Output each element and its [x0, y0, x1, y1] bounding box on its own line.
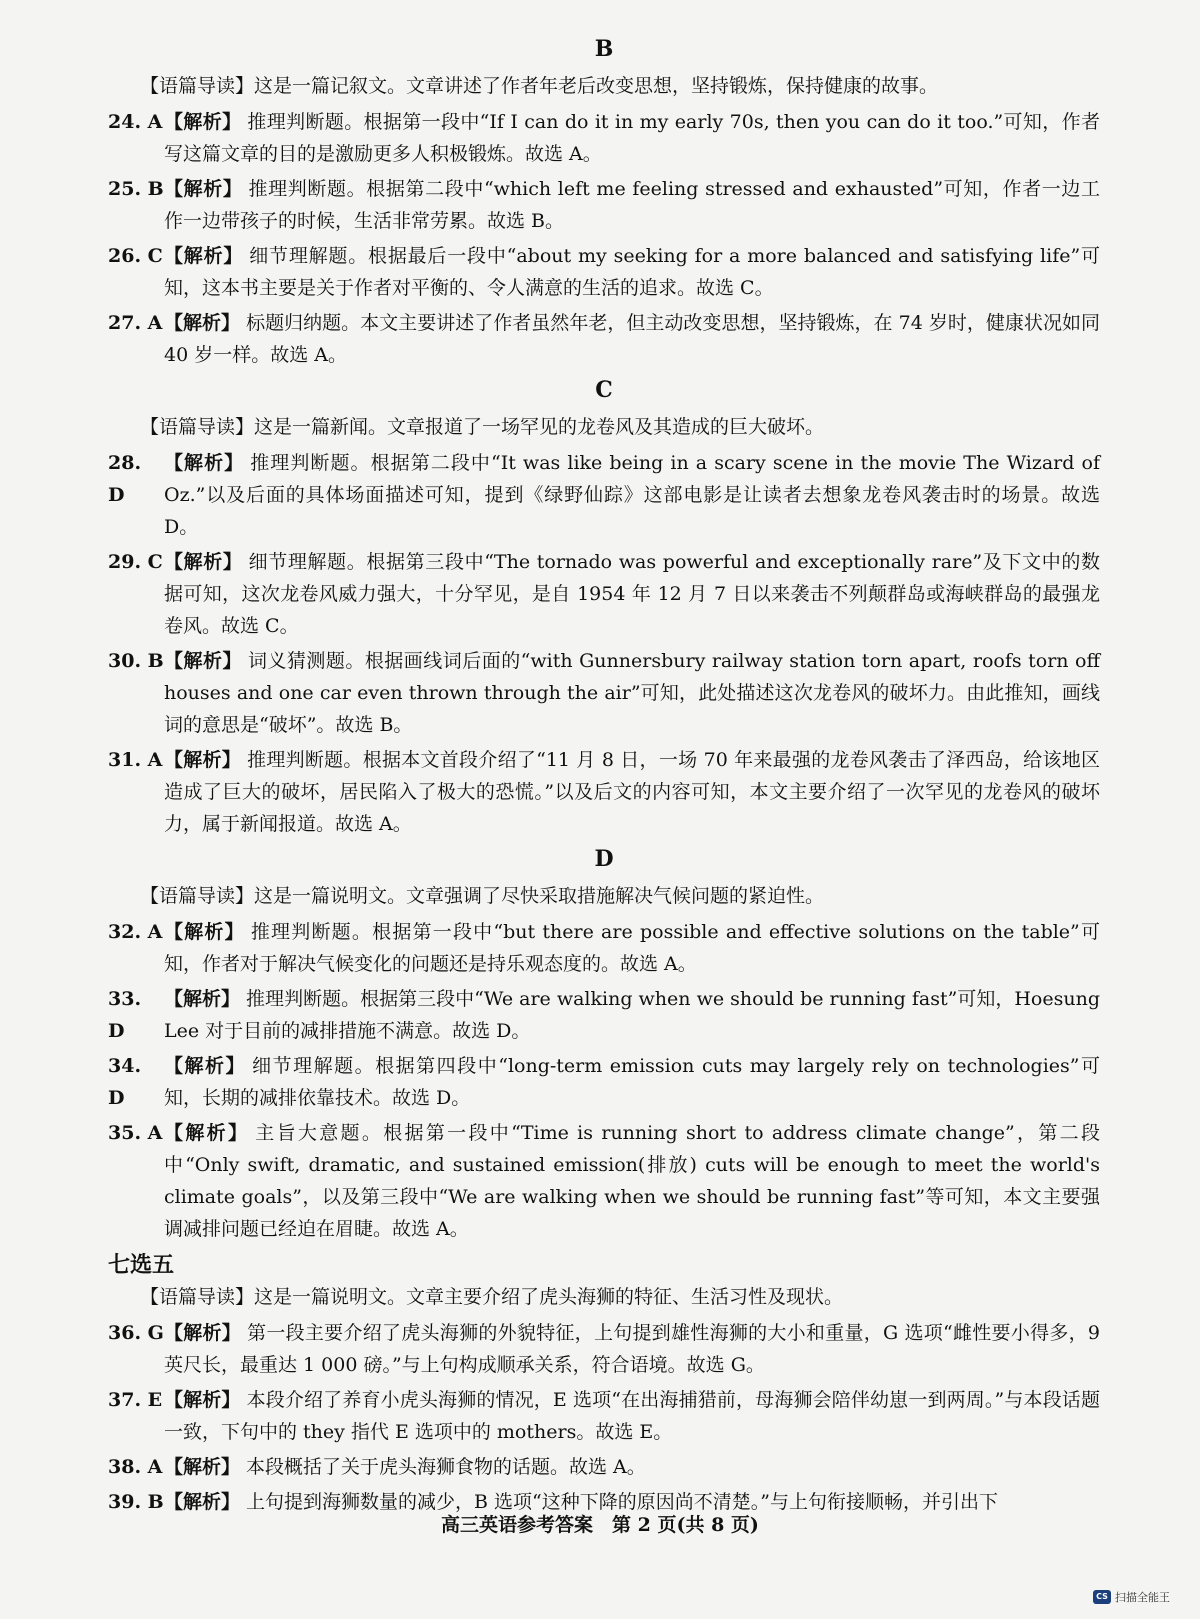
section-b	[108, 34, 1100, 371]
question-number: 26. C	[108, 245, 163, 267]
analysis-text: 推理判断题。根据第三段中“We are walking when we should be running fast”可知，Hoesung Lee 对于目前的减排措施不满意。故选 D。	[164, 988, 1100, 1042]
question-number: 33. D	[108, 988, 142, 1042]
analysis-text: 推理判断题。根据第一段中“but there are possible and effective solutions on the table”可知，作者对于解决气候变化的问题还是持乐观态度的。故选 A。	[164, 921, 1100, 975]
answer-item	[108, 983, 1100, 1047]
scanner-label: 扫描全能王	[1115, 1591, 1170, 1604]
analysis-text: 本段介绍了养育小虎头海狮的情况，E 选项“在出海捕猎前，母海狮会陪伴幼崽一到两周。”与本段话题一致，下句中的 they 指代 E 选项中的 mothers。故选 E。	[164, 1389, 1100, 1443]
analysis-tag: 【解析】	[164, 551, 243, 573]
camscanner-logo-icon: CS	[1093, 1590, 1111, 1604]
answer-item	[108, 645, 1100, 741]
question-number: 29. C	[108, 551, 163, 573]
analysis-tag: 【解析】	[164, 988, 241, 1010]
question-number: 38. A	[108, 1456, 163, 1478]
answer-item	[108, 1050, 1100, 1114]
analysis-text: 细节理解题。根据第三段中“The tornado was powerful and exceptionally rare”及下文中的数据可知，这次龙卷风威力强大，十分罕见，是自 1954 年 12 月 7 日以来袭击不列颠群岛或海峡群岛的最强龙卷风。故选 C。	[164, 551, 1100, 637]
analysis-tag: 【解析】	[164, 749, 242, 771]
scanner-watermark	[1093, 1589, 1170, 1605]
analysis-tag: 【解析】	[164, 1456, 241, 1478]
answer-item	[108, 106, 1100, 170]
analysis-tag: 【解析】	[164, 1122, 250, 1144]
section-c	[108, 375, 1100, 840]
analysis-tag: 【解析】	[164, 1491, 241, 1513]
section-seven-choose-five	[108, 1249, 1100, 1518]
analysis-tag: 【解析】	[164, 1055, 247, 1077]
analysis-text: 推理判断题。根据第二段中“which left me feeling stressed and exhausted”可知，作者一边工作一边带孩子的时候，生活非常劳累。故选 B。	[164, 178, 1100, 232]
answer-item	[108, 307, 1100, 371]
question-number: 24. A	[108, 111, 163, 133]
section-heading: 七选五	[108, 1252, 175, 1278]
question-number: 31. A	[108, 749, 163, 771]
question-number: 27. A	[108, 312, 163, 334]
analysis-tag: 【解析】	[164, 178, 243, 200]
analysis-tag: 【解析】	[164, 312, 241, 334]
analysis-text: 推理判断题。根据本文首段介绍了“11 月 8 日，一场 70 年来最强的龙卷风袭击了泽西岛，给该地区造成了巨大的破坏，居民陷入了极大的恐慌。”以及后文的内容可知，本文主要介绍了一次罕见的龙卷风的破坏力，属于新闻报道。故选 A。	[164, 749, 1100, 835]
answer-item	[108, 744, 1100, 840]
analysis-text: 词义猜测题。根据画线词后面的“with Gunnersbury railway station torn apart, roofs torn off houses and one car even thrown through the air”可知，此处描述这次龙卷风的破坏力。由此推知，画线词的意思是“破坏”。故选 B。	[164, 650, 1100, 736]
question-number: 28. D	[108, 452, 142, 506]
analysis-tag: 【解析】	[164, 1322, 242, 1344]
question-number: 34. D	[108, 1055, 142, 1109]
analysis-text: 推理判断题。根据第二段中“It was like being in a scary scene in the movie The Wizard of Oz.”以及后面的具体场面描述可知，提到《绿野仙踪》这部电影是让读者去想象龙卷风袭击时的场景。故选 D。	[164, 452, 1100, 538]
question-number: 32. A	[108, 921, 163, 943]
analysis-tag: 【解析】	[164, 452, 245, 474]
question-number: 35. A	[108, 1122, 163, 1144]
analysis-tag: 【解析】	[164, 245, 244, 267]
answer-item	[108, 546, 1100, 642]
passage-intro: 【语篇导读】这是一篇说明文。文章主要介绍了虎头海狮的特征、生活习性及现状。	[140, 1286, 844, 1308]
answer-item	[108, 240, 1100, 304]
answer-item	[108, 447, 1100, 543]
analysis-text: 推理判断题。根据第一段中“If I can do it in my early 70s, then you can do it too.”可知，作者写这篇文章的目的是激励更多人积极锻炼。故选 A。	[164, 111, 1100, 165]
question-number: 37. E	[108, 1389, 163, 1411]
answer-item	[108, 173, 1100, 237]
question-number: 39. B	[108, 1491, 164, 1513]
answer-item	[108, 1317, 1100, 1381]
question-number: 36. G	[108, 1322, 164, 1344]
passage-intro: 【语篇导读】这是一篇记叙文。文章讲述了作者年老后改变思想，坚持锻炼，保持健康的故事。	[140, 75, 939, 97]
analysis-text: 主旨大意题。根据第一段中“Time is running short to address climate change”，第二段中“Only swift, dramatic, and sustained emission(排放) cuts will be enough to meet the world's climate goals”，以及第三段中“We are walking when we should be running fast”等可知，本文主要强调减排问题已经迫在眉睫。故选 A。	[164, 1122, 1100, 1240]
analysis-text: 细节理解题。根据最后一段中“about my seeking for a more balanced and satisfying life”可知，这本书主要是关于作者对平衡的、令人满意的生活的追求。故选 C。	[164, 245, 1100, 299]
question-number: 30. B	[108, 650, 164, 672]
section-heading: B	[594, 36, 614, 62]
analysis-text: 标题归纳题。本文主要讲述了作者虽然年老，但主动改变思想，坚持锻炼，在 74 岁时，健康状况如同 40 岁一样。故选 A。	[164, 312, 1100, 366]
answer-item	[108, 1384, 1100, 1448]
section-heading: D	[594, 846, 614, 872]
question-number: 25. B	[108, 178, 164, 200]
page-footer: 高三英语参考答案 第 2 页(共 8 页)	[441, 1514, 759, 1536]
answer-item	[108, 1117, 1100, 1245]
analysis-tag: 【解析】	[164, 650, 242, 672]
answer-item	[108, 916, 1100, 980]
analysis-text: 本段概括了关于虎头海狮食物的话题。故选 A。	[246, 1456, 646, 1478]
analysis-tag: 【解析】	[164, 111, 242, 133]
passage-intro: 【语篇导读】这是一篇说明文。文章强调了尽快采取措施解决气候问题的紧迫性。	[140, 885, 825, 907]
analysis-tag: 【解析】	[164, 921, 245, 943]
analysis-text: 第一段主要介绍了虎头海狮的外貌特征，上句提到雄性海狮的大小和重量，G 选项“雌性要小得多，9 英尺长，最重达 1 000 磅。”与上句构成顺承关系，符合语境。故选 G。	[164, 1322, 1100, 1376]
passage-intro: 【语篇导读】这是一篇新闻。文章报道了一场罕见的龙卷风及其造成的巨大破坏。	[140, 416, 825, 438]
section-heading: C	[595, 377, 613, 403]
analysis-text: 细节理解题。根据第四段中“long-term emission cuts may largely rely on technologies”可知，长期的减排依靠技术。故选 D。	[164, 1055, 1100, 1109]
analysis-tag: 【解析】	[164, 1389, 241, 1411]
answer-item	[108, 1451, 1100, 1483]
analysis-text: 上句提到海狮数量的减少，B 选项“这种下降的原因尚不清楚。”与上句衔接顺畅，并引出下	[246, 1491, 998, 1513]
section-d	[108, 844, 1100, 1245]
